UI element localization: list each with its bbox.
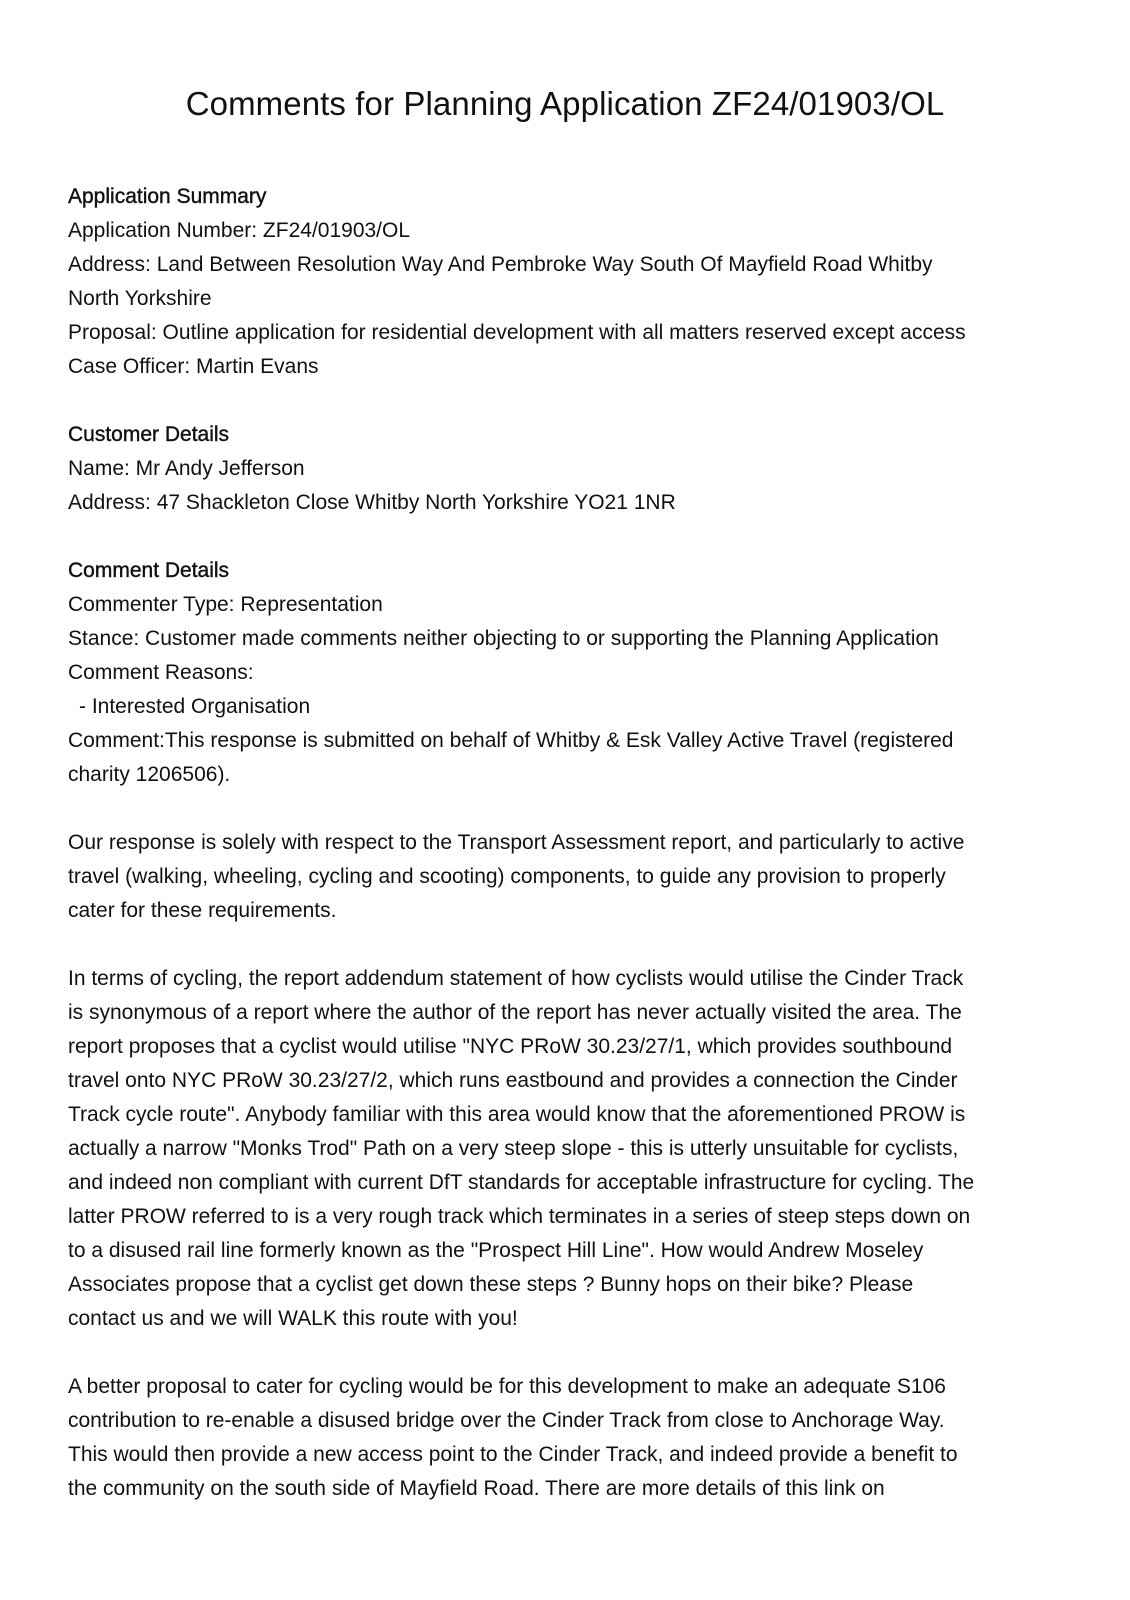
application-address-line1: Address: Land Between Resolution Way And Pembroke Way South Of Mayfield Road Whitby xyxy=(68,253,933,276)
section-spacer xyxy=(68,520,1068,554)
document-content xyxy=(68,180,1068,1506)
comment-paragraph-4: A better proposal to cater for cycling would be for this development to make an adequate S106 contribution to re-enable a disused bridge over the Cinder Track from close to Anchorage Way. This would then provide a new access point to the Cinder Track, and indeed provide a benefit to the community on the south side of Mayfield Road. There are more details of this link on xyxy=(68,1375,958,1500)
case-officer: Case Officer: Martin Evans xyxy=(68,355,319,378)
commenter-type: Commenter Type: Representation xyxy=(68,593,383,616)
comment-details-section xyxy=(68,554,1068,1506)
comment-paragraph-3: In terms of cycling, the report addendum statement of how cyclists would utilise the Cinder Track is synonymous of a report where the author of the report has never actually visited the area. The report proposes that a cyclist would utilise "NYC PRoW 30.23/27/1, which provides southbound travel onto NYC PRoW 30.23/27/2, which runs eastbound and provides a connection the Cinder Track cycle route". Anybody familiar with this area would know that the aforementioned PROW is actually a narrow "Monks Trod" Path on a very steep slope - this is utterly unsuitable for cyclists, and indeed non compliant with current DfT standards for acceptable infrastructure for cycling. The latter PROW referred to is a very rough track which terminates in a series of steep steps down on to a disused rail line formerly known as the "Prospect Hill Line". How would Andrew Moseley Associates propose that a cyclist get down these steps ? Bunny hops on their bike? Please contact us and we will WALK this route with you! xyxy=(68,967,975,1330)
application-summary-heading: Application Summary xyxy=(68,185,267,208)
customer-details-section xyxy=(68,418,1068,520)
application-proposal: Proposal: Outline application for residential development with all matters reserved except access xyxy=(68,321,966,344)
paragraph-spacer xyxy=(68,1336,1068,1370)
comment-reasons-label: Comment Reasons: xyxy=(68,661,254,684)
application-address-line2: North Yorkshire xyxy=(68,287,212,310)
comment-reason-item: - Interested Organisation xyxy=(79,695,311,718)
comment-details-heading: Comment Details xyxy=(68,559,230,582)
customer-details-heading: Customer Details xyxy=(68,423,230,446)
paragraph-spacer xyxy=(68,792,1068,826)
application-summary-section xyxy=(68,180,1068,384)
comment-paragraph-1: Comment:This response is submitted on behalf of Whitby & Esk Valley Active Travel (registered charity 1206506). xyxy=(68,729,954,786)
comment-stance: Stance: Customer made comments neither objecting to or supporting the Planning Application xyxy=(68,627,939,650)
application-number: Application Number: ZF24/01903/OL xyxy=(68,219,411,242)
section-spacer xyxy=(68,384,1068,418)
customer-address: Address: 47 Shackleton Close Whitby North Yorkshire YO21 1NR xyxy=(68,491,676,514)
customer-name: Name: Mr Andy Jefferson xyxy=(68,457,305,480)
page-title: Comments for Planning Application ZF24/01903/OL xyxy=(185,85,945,122)
comment-paragraph-2: Our response is solely with respect to the Transport Assessment report, and particularly to active travel (walking, wheeling, cycling and scooting) components, to guide any provision to properly cater for these requirements. xyxy=(68,831,965,922)
paragraph-spacer xyxy=(68,928,1068,962)
